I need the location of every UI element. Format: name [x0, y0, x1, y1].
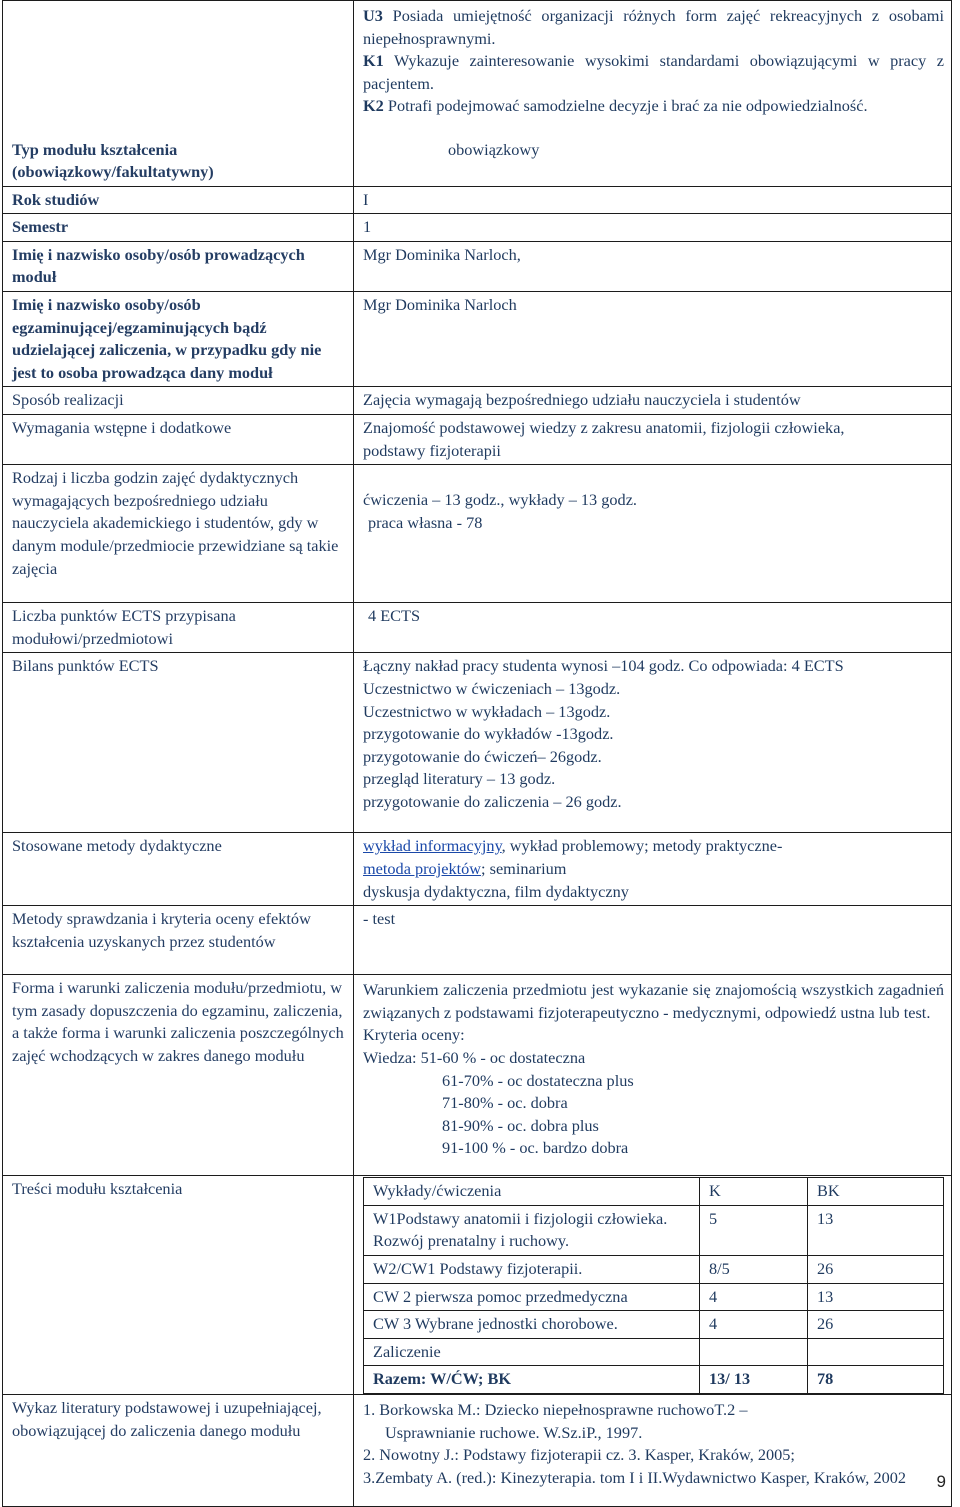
- bilans-label: Bilans punktów ECTS: [3, 653, 354, 833]
- godziny-line-1: ćwiczenia – 13 godz., wykłady – 13 godz.: [363, 490, 637, 510]
- effects-label-cell: [3, 1, 354, 139]
- wymagania-value: Znajomość podstawowej wiedzy z zakresu anatomii, fizjologii człowieka, podstawy fizjoterapii: [354, 415, 952, 465]
- tresci-row: [364, 1283, 944, 1311]
- tresci-cell: Zaliczenie: [364, 1338, 700, 1366]
- metody-line-3: dyskusja dydaktyczna, film dydaktyczny: [363, 881, 629, 901]
- rok-label: Rok studiów: [3, 186, 354, 214]
- literatura-item: [363, 1444, 944, 1467]
- tresci-cell: 13: [808, 1283, 944, 1311]
- metody-value: [354, 833, 952, 906]
- literatura-item-text: 2. Nowotny J.: Podstawy fizjoterapii cz. 3. Kasper, Kraków, 2005;: [363, 1445, 795, 1465]
- tresci-row: [364, 1255, 944, 1283]
- prowadzacy-label: Imię i nazwisko osoby/osób prowadzących moduł: [3, 241, 354, 291]
- forma-label: Forma i warunki zaliczenia modułu/przedmiotu, w tym zasady dopuszczenia do egzaminu, zaliczenia, a także forma i warunki zaliczenia poszczególnych zajęć wchodzących w zakres danego modułu: [3, 975, 354, 1176]
- forma-value: [354, 975, 952, 1176]
- bilans-value: [354, 653, 952, 833]
- row-egzaminujacy: [3, 292, 952, 387]
- ects-value: 4 ECTS: [354, 603, 952, 653]
- tresci-value: [354, 1176, 952, 1395]
- effect-u3: U3 Posiada umiejętność organizacji różnych form zajęć rekreacyjnych z osobami niepełnosprawnymi.: [363, 6, 944, 48]
- row-ects: [3, 603, 952, 653]
- tresci-cell: 5: [700, 1205, 808, 1255]
- effects-value-cell: [354, 1, 952, 139]
- ects-label: Liczba punktów ECTS przypisana modułowi/przedmiotowi: [3, 603, 354, 653]
- tresci-cell: [700, 1338, 808, 1366]
- egzaminujacy-label: Imię i nazwisko osoby/osób egzaminującej/egzaminujących bądź udzielającej zaliczenia, w przypadku gdy nie jest to osoba prowadząca dany moduł: [3, 292, 354, 387]
- effects-continuation-row: [3, 1, 952, 139]
- literatura-item: [363, 1399, 944, 1444]
- tresci-total-c: 78: [808, 1366, 944, 1394]
- metody-label: Stosowane metody dydaktyczne: [3, 833, 354, 906]
- godziny-label: Rodzaj i liczba godzin zajęć dydaktycznych wymagających bezpośredniego udziału nauczyciela akademickiego i studentów, gdy w danym module/przedmiocie przewidziane są takie zajęcia: [3, 465, 354, 603]
- row-wymagania: [3, 415, 952, 465]
- tresci-cell: 26: [808, 1255, 944, 1283]
- bilans-line: Łączny nakład pracy studenta wynosi –104 godz. Co odpowiada: 4 ECTS: [363, 656, 844, 676]
- tresci-header-c: BK: [808, 1178, 944, 1206]
- sprawdzanie-label: Metody sprawdzania i kryteria oceny efektów kształcenia uzyskanych przez studentów: [3, 906, 354, 975]
- page-number: 9: [936, 1472, 946, 1491]
- kryteria-line: 61-70% - oc dostateczna plus: [442, 1070, 634, 1090]
- metody-line-2: metoda projektów; seminarium: [363, 859, 567, 878]
- sprawdzanie-value: - test: [354, 906, 952, 975]
- literatura-item-text: 1. Borkowska M.: Dziecko niepełnosprawne ruchowoT.2 –: [363, 1399, 748, 1419]
- bilans-line: Uczestnictwo w wykładach – 13godz.: [363, 701, 611, 721]
- kryteria-line: 71-80% - oc. dobra: [442, 1093, 568, 1113]
- tresci-cell: CW 3 Wybrane jednostki chorobowe.: [364, 1311, 700, 1339]
- bilans-line: przygotowanie do wykładów -13godz.: [363, 724, 614, 744]
- row-sposob: [3, 387, 952, 415]
- literatura-value: [354, 1394, 952, 1506]
- row-godziny: [3, 465, 952, 603]
- godziny-value: [354, 465, 952, 603]
- tresci-header-row: [364, 1178, 944, 1206]
- module-description-table: [2, 0, 952, 1507]
- row-semestr: [3, 214, 952, 242]
- literatura-list: [363, 1399, 944, 1489]
- kryteria-line: 81-90% - oc. dobra plus: [442, 1115, 599, 1135]
- tresci-cell: W2/CW1 Podstawy fizjoterapii.: [364, 1255, 700, 1283]
- typ-label: Typ modułu kształcenia (obowiązkowy/fakultatywny): [3, 139, 354, 187]
- tresci-cell: 4: [700, 1283, 808, 1311]
- semestr-value: 1: [354, 214, 952, 242]
- tresci-row: [364, 1311, 944, 1339]
- tresci-table: [363, 1177, 944, 1394]
- kryteria-line: 91-100 % - oc. bardzo dobra: [442, 1138, 629, 1158]
- kryteria-title: Kryteria oceny:: [363, 1025, 465, 1045]
- bilans-line: przygotowanie do zaliczenia – 26 godz.: [363, 791, 622, 811]
- tresci-header-b: K: [700, 1178, 808, 1206]
- typ-value: obowiązkowy: [354, 139, 952, 187]
- link-wyklad-informacyjny[interactable]: wykład informacyjny: [363, 836, 502, 856]
- row-typ: [3, 139, 952, 187]
- sposob-value: Zajęcia wymagają bezpośredniego udziału nauczyciela i studentów: [354, 387, 952, 415]
- tresci-cell: 13: [808, 1205, 944, 1255]
- effect-k2: K2 Potrafi podejmować samodzielne decyzje i brać za nie odpowiedzialność.: [363, 96, 868, 116]
- tresci-row: [364, 1205, 944, 1255]
- tresci-total-b: 13/ 13: [700, 1366, 808, 1394]
- effect-k1: K1 Wykazuje zainteresowanie wysokimi standardami obowiązującymi w pracy z pacjentem.: [363, 51, 944, 93]
- row-prowadzacy: [3, 241, 952, 291]
- wymagania-label: Wymagania wstępne i dodatkowe: [3, 415, 354, 465]
- bilans-line: Uczestnictwo w ćwiczeniach – 13godz.: [363, 679, 621, 698]
- row-sprawdzanie: [3, 906, 952, 975]
- tresci-cell: 4: [700, 1311, 808, 1339]
- row-rok: [3, 186, 952, 214]
- tresci-cell: W1Podstawy anatomii i fizjologii człowieka. Rozwój prenatalny i ruchowy.: [364, 1205, 700, 1255]
- tresci-cell: CW 2 pierwsza pomoc przedmedyczna: [364, 1283, 700, 1311]
- row-metody: [3, 833, 952, 906]
- tresci-header-a: Wykłady/ćwiczenia: [364, 1178, 700, 1206]
- egzaminujacy-value: Mgr Dominika Narloch: [354, 292, 952, 387]
- rok-value: I: [354, 186, 952, 214]
- tresci-total-a: Razem: W/ĆW; BK: [364, 1366, 700, 1394]
- metody-line-1: wykład informacyjny, wykład problemowy; metody praktyczne-: [363, 836, 783, 856]
- semestr-label: Semestr: [3, 214, 354, 242]
- tresci-total-row: [364, 1366, 944, 1394]
- tresci-cell: [808, 1338, 944, 1366]
- row-forma: [3, 975, 952, 1176]
- godziny-line-2: praca własna - 78: [368, 512, 483, 532]
- link-metoda-projektow[interactable]: metoda projektów: [363, 859, 482, 878]
- row-tresci: [3, 1176, 952, 1395]
- literatura-item: [363, 1467, 944, 1490]
- tresci-row: [364, 1338, 944, 1366]
- forma-paragraph: Warunkiem zaliczenia przedmiotu jest wykazanie się znajomością wszystkich zagadnień związanych z podstawami fizjoterapeutyczno - medycznymi, odpowiedź ustna lub test.: [363, 980, 944, 1022]
- bilans-line: przygotowanie do ćwiczeń– 26godz.: [363, 746, 602, 766]
- prowadzacy-value: Mgr Dominika Narloch,: [354, 241, 952, 291]
- literatura-item-text: 3.Zembaty A. (red.): Kinezyterapia. tom I i II.Wydawnictwo Kasper, Kraków, 2002: [363, 1467, 907, 1487]
- literatura-label: Wykaz literatury podstawowej i uzupełniającej, obowiązującej do zaliczenia danego modułu: [3, 1394, 354, 1506]
- row-literatura: [3, 1394, 952, 1506]
- kryteria-line: Wiedza: 51-60 % - oc dostateczna: [363, 1047, 586, 1067]
- tresci-label: Treści modułu kształcenia: [3, 1176, 354, 1395]
- bilans-line: przegląd literatury – 13 godz.: [363, 769, 556, 789]
- tresci-cell: 26: [808, 1311, 944, 1339]
- literatura-item-text: Usprawnianie ruchowe. W.Sz.iP., 1997.: [385, 1422, 643, 1442]
- sposob-label: Sposób realizacji: [3, 387, 354, 415]
- row-bilans: [3, 653, 952, 833]
- tresci-cell: 8/5: [700, 1255, 808, 1283]
